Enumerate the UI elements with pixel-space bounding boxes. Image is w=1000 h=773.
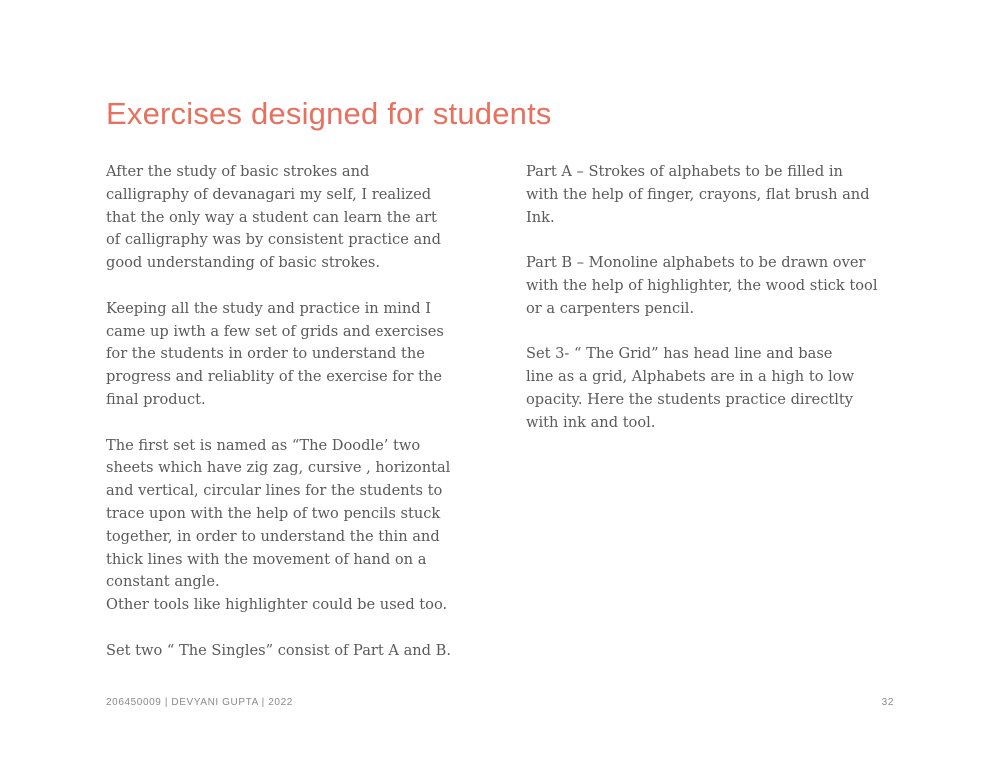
text-line: trace upon with the help of two pencils stuck <box>106 504 441 522</box>
text-line: of calligraphy was by consistent practice and <box>106 231 441 249</box>
text-line: Part A – Strokes of alphabets to be filled in <box>526 163 843 180</box>
paragraph-grids <box>106 298 476 412</box>
text-line: Set two “ The Singles” consist of Part A and B. <box>106 641 452 659</box>
paragraph-doodle <box>106 435 476 595</box>
right-text-column <box>526 161 906 457</box>
text-line: The first set is named as “The Doodle’ two <box>106 436 421 454</box>
text-line: and vertical, circular lines for the students to <box>106 482 443 500</box>
page-number: 32 <box>881 697 894 708</box>
paragraph-intro <box>106 161 476 275</box>
text-line: Ink. <box>526 208 555 226</box>
text-line: opacity. Here the students practice directlty <box>526 390 854 408</box>
text-line: constant angle. <box>106 573 220 591</box>
page-title: Exercises designed for students <box>106 96 552 131</box>
text-line: with the help of finger, crayons, flat brush and <box>526 185 870 203</box>
text-line: line as a grid, Alphabets are in a high to low <box>526 368 855 386</box>
text-line: Keeping all the study and practice in mind I <box>106 299 431 317</box>
paragraph-part-b <box>526 252 906 320</box>
text-line: calligraphy of devanagari my self, I realized <box>106 185 432 203</box>
text-line: good understanding of basic strokes. <box>106 254 381 272</box>
text-line: for the students in order to understand the <box>106 345 425 363</box>
text-line: sheets which have zig zag, cursive , horizontal <box>106 459 451 477</box>
text-line: Other tools like highlighter could be used too. <box>106 596 448 614</box>
text-line: Set 3- “ The Grid” has head line and base <box>526 345 833 363</box>
text-line: came up iwth a few set of grids and exercises <box>106 322 444 340</box>
text-line: After the study of basic strokes and <box>106 163 370 180</box>
left-text-column <box>106 161 476 685</box>
paragraph-set-two <box>106 640 476 663</box>
text-line: that the only way a student can learn the art <box>106 208 437 226</box>
text-line: with ink and tool. <box>526 413 656 431</box>
text-line: Part B – Monoline alphabets to be drawn over <box>526 254 866 272</box>
text-line: together, in order to understand the thin and <box>106 527 440 545</box>
text-line: progress and reliablity of the exercise for the <box>106 368 442 386</box>
paragraph-other-tools <box>106 594 476 617</box>
paragraph-set-three <box>526 343 906 434</box>
text-line: final product. <box>106 390 206 408</box>
text-line: with the help of highlighter, the wood stick tool <box>526 276 878 294</box>
footer-credit: 206450009 | DEVYANI GUPTA | 2022 <box>106 697 293 708</box>
text-line: or a carpenters pencil. <box>526 299 695 317</box>
paragraph-part-a <box>526 161 906 229</box>
text-line: thick lines with the movement of hand on a <box>106 550 427 568</box>
